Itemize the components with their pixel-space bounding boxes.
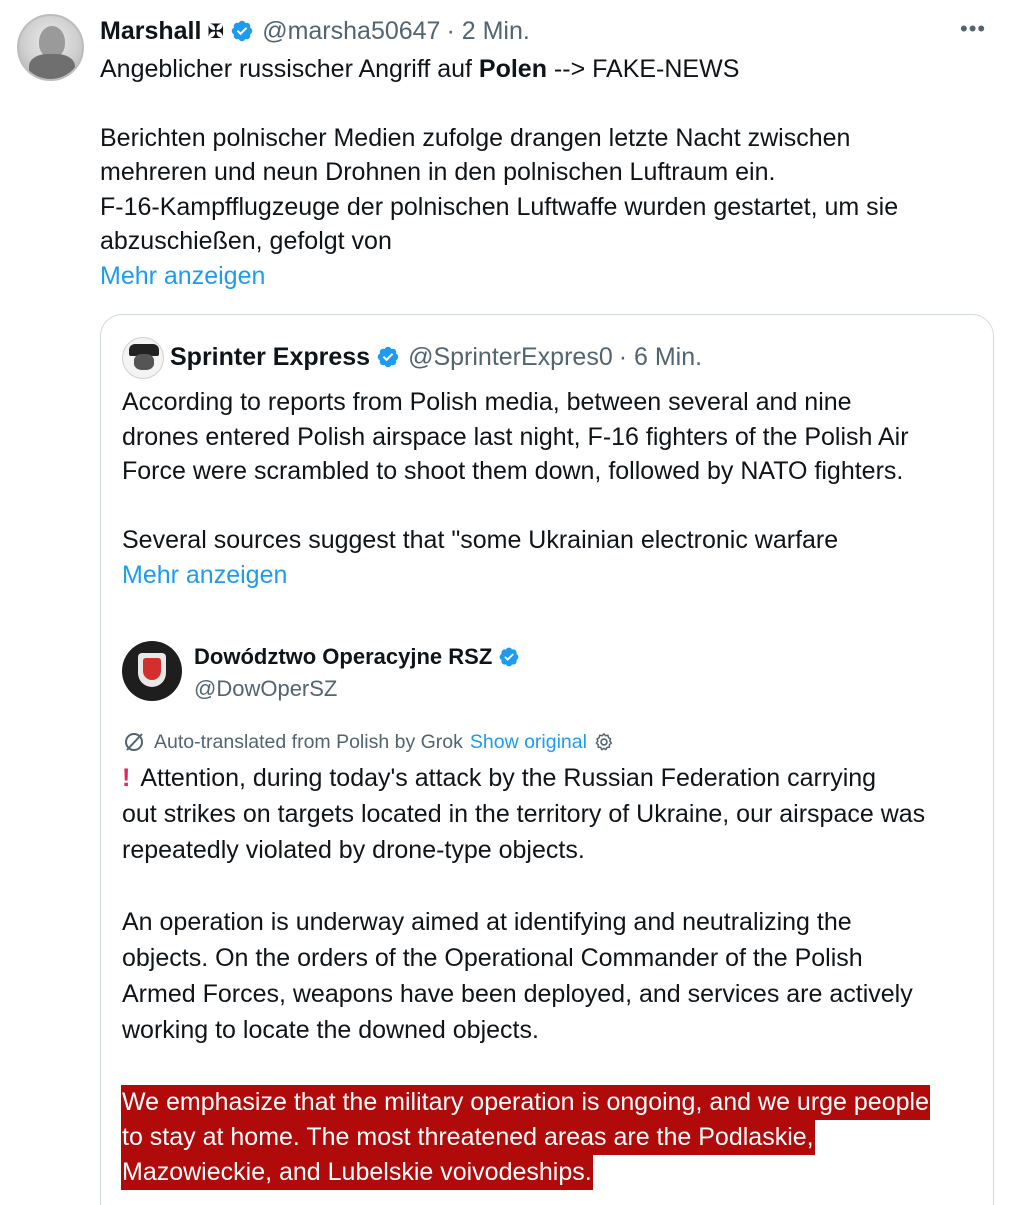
avatar-body (29, 54, 75, 81)
paragraph-line: repeatedly violated by drone-type objects. (122, 836, 585, 864)
verified-badge-icon (376, 345, 400, 369)
more-options-button[interactable]: ••• (960, 16, 987, 41)
show-original-link[interactable]: Show original (469, 730, 587, 753)
show-more-link[interactable]: Mehr anzeigen (100, 262, 266, 290)
tweet-header (100, 14, 530, 48)
headline-suffix: --> FAKE-NEWS (546, 55, 740, 83)
attention-line (122, 760, 876, 796)
translation-note-text: Auto-translated from Polish by Grok (154, 730, 463, 753)
embedded-author-name (194, 644, 520, 670)
verified-badge-icon (230, 19, 254, 43)
paragraph-line: working to locate the downed objects. (122, 1016, 539, 1044)
post-body-line: mehreren und neun Drohnen in den polnischen Luftraum ein. (100, 158, 776, 186)
paragraph-line: out strikes on targets located in the territory of Ukraine, our airspace was (122, 800, 926, 828)
dowodztwo-avatar (122, 641, 182, 701)
iron-cross-icon: ✠ (207, 20, 225, 43)
author-avatar[interactable] (17, 14, 84, 81)
author-name[interactable]: Marshall (100, 16, 202, 45)
embedded-author-name-text: Dowództwo Operacyjne RSZ (194, 644, 493, 669)
post-body-line: Berichten polnischer Medien zufolge drangen letzte Nacht zwischen (100, 124, 851, 152)
highlighted-line: Mazowieckie, and Lubelskie voivodeships. (121, 1155, 593, 1190)
author-handle[interactable]: @marsha50647 (262, 16, 441, 45)
quote-author-avatar[interactable] (122, 337, 164, 379)
shield-emblem-center (143, 658, 161, 680)
exclamation-icon: ! (122, 764, 131, 792)
quote-text-line: According to reports from Polish media, between several and nine (122, 388, 852, 416)
paragraph-text: Attention, during today's attack by the Russian Federation carrying (140, 764, 877, 792)
quote-text-line: drones entered Polish airspace last night, F-16 fighters of the Polish Air (122, 423, 909, 451)
post-body-line: abzuschießen, gefolgt von (100, 227, 392, 255)
post-time[interactable]: · 2 Min. (446, 16, 530, 45)
highlighted-line: We emphasize that the military operation is ongoing, and we urge people (121, 1085, 930, 1120)
translate-icon (122, 730, 146, 754)
headline-bold: Polen (478, 55, 547, 83)
paragraph-line: An operation is underway aimed at identifying and neutralizing the (122, 908, 852, 936)
quote-show-more-link[interactable]: Mehr anzeigen (122, 561, 288, 589)
verified-badge-icon (498, 646, 520, 668)
highlighted-line: to stay at home. The most threatened areas are the Podlaskie, (121, 1120, 815, 1155)
post-headline (100, 52, 739, 87)
translation-note (122, 729, 615, 755)
quote-text-line: Force were scrambled to shoot them down, followed by NATO fighters. (122, 457, 904, 485)
quote-time[interactable]: · 6 Min. (618, 342, 703, 371)
quote-text-line: Several sources suggest that "some Ukrainian electronic warfare (122, 526, 839, 554)
quote-header (170, 340, 702, 374)
quote-author-name[interactable]: Sprinter Express (170, 342, 371, 371)
embedded-author-handle: @DowOperSZ (194, 676, 338, 701)
headline-text: Angeblicher russischer Angriff auf (100, 55, 479, 83)
quote-author-handle[interactable]: @SprinterExpres0 (408, 342, 613, 371)
post-body-line: F-16-Kampfflugzeuge der polnischen Luftwaffe wurden gestartet, um sie (100, 193, 899, 221)
avatar-face (134, 354, 154, 370)
paragraph-line: Armed Forces, weapons have been deployed, and services are actively (122, 980, 913, 1008)
settings-gear-icon[interactable] (593, 731, 615, 753)
paragraph-line: objects. On the orders of the Operational Commander of the Polish (122, 944, 863, 972)
